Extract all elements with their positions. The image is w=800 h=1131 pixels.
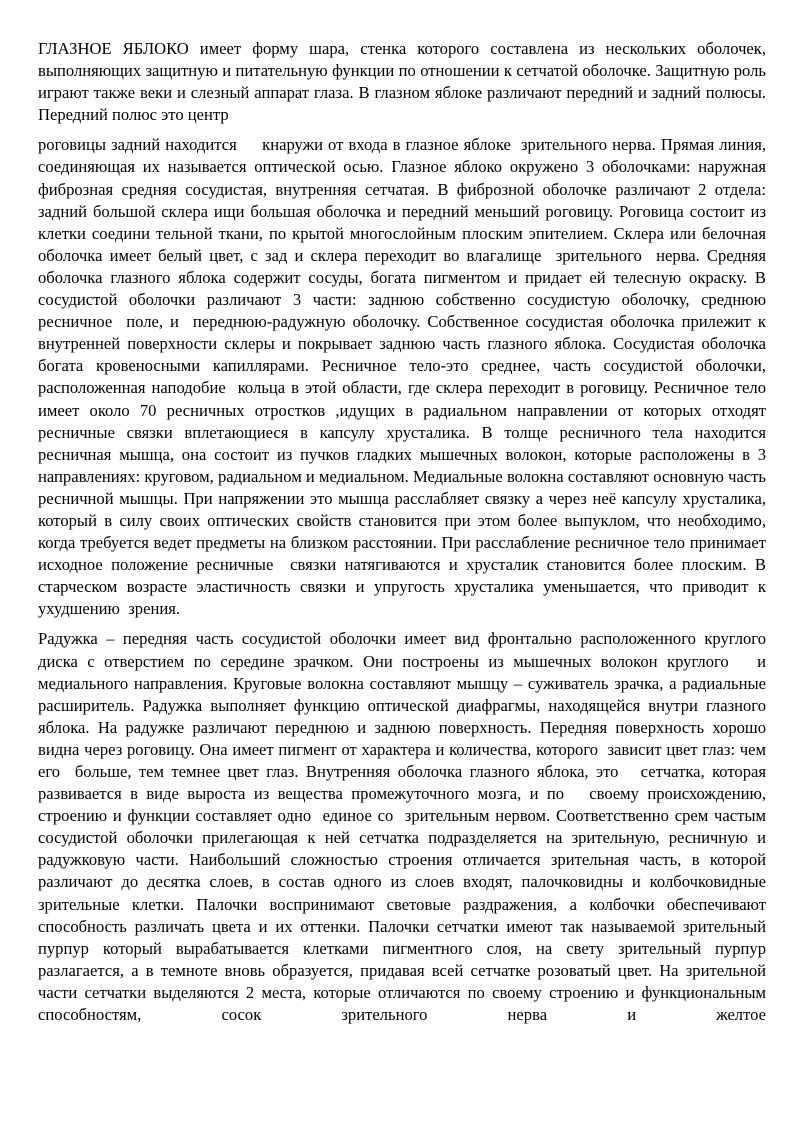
paragraph-eyeball-intro: ГЛАЗНОЕ ЯБЛОКО имеет форму шара, стенка которого составлена из нескольких оболочек, выполняющих защитную и питательную функции по отношении к сетчатой оболочке. Защитную роль играют также веки и слезный аппарат глаза. В глазном яблоке различают передний и задний полюсы. Передний полюс это центр xyxy=(38,39,771,125)
paragraph-eyeball-membranes: роговицы задний находится кнаружи от входа в глазное яблоке зрительного нерва. Прямая линия, соединяющая их называется оптической осью. Глазное яблоко окружено 3 оболочками: наружная фиброзная средняя сосудистая, внутренняя сетчатая. В фиброзной оболочке различают 2 отдела: задний большой склера ищи большая оболочка и передний меньший роговицу. Роговица состоит из клетки соедини тельной ткани, по крытой многослойным плоским эпителием. Склера или белочная оболочка имеет белый цвет, с зад и склера переходит во влагалище зрительного нерва. Средняя оболочка глазного яблока содержит сосуды, богата пигментом и придает ей телесную окраску. В сосудистой оболочки различают 3 части: заднюю собственно сосудистую оболочку, среднюю ресничное поле, и переднюю-радужную оболочку. Собственное сосудистая оболочка прилежит к внутренней поверхности склеры и покрывает заднюю часть глазного яблока. Сосудистая оболочка богата кровеносными капиллярами. Ресничное тело-это среднее, часть сосудистой оболочки, расположенная наподобие кольца в этой области, где склера переходит в роговицу. Ресничное тело имеет около 70 ресничных отростков ,идущих в радиальном направлении от которых отходят ресничные связки вплетающиеся в капсулу хрусталика. В толще ресничного тела находится ресничная мышца, она состоит из пучков гладких мышечных волокон, которые расположены в 3 направлениях: круговом, радиальном и медиальном. Медиальные волокна составляют основную часть ресничной мышцы. При напряжении это мышца расслабляет связку а через неё капсулу хрусталика, который в силу своих оптических свойств становится при этом более выпуклом, что необходимо, когда требуется ведет предметы на близком расстоянии. При расслабление ресничное тело принимает исходное положение ресничные связки натягиваются и хрусталик становится более плоским. В старческом возрасте эластичность связки и упругость хрусталика уменьшается, что приводит к ухудшению зрения. xyxy=(38,135,775,619)
paragraph-iris-retina: Радужка – передняя часть сосудистой оболочки имеет вид фронтально расположенного круглого диска с отверстием по середине зрачком. Они построены из мышечных волокон круглого и медиального направления. Круговые волокна составляют мышцу – суживатель зрачка, а радиальные расширитель. Радужка выполняет функцию оптической диафрагмы, находящейся внутри глазного яблока. На радужке различают переднюю и заднюю поверхность. Передняя поверхность хорошо видна через роговицу. Она имеет пигмент от характера и количества, которого зависит цвет глаз: чем его больше, тем темнее цвет глаз. Внутренняя оболочка глазного яблока, это сетчатка, которая развивается в виде выроста из вещества промежуточного мозга, и по своему происхождению, строению и функции составляет одно единое со зрительным нервом. Соответственно срем частым сосудистой оболочки прилегающая к ней сетчатка подразделяется на зрительную, ресничную и радужковую части. Наибольший сложностью строения отличается зрительная часть, в которой различают до десятка слоев, в состав одного из слоев входят, палочковидны и колбочковидные зрительные клетки. Палочки воспринимают световые раздражения, а колбочки обеспечивают способность различать цвета и их оттенки. Палочки сетчатки имеют так называемой зрительный пурпур который вырабатывается клетками пигментного слоя, на свету зрительный пурпур разлагается, а в темноте вновь образуется, придавая всей сетчатке розоватый цвет. На зрительной части сетчатки выделяются 2 места, которые отличаются по своему строению и функциональным способностям, сосок зрительного нерва и желтое xyxy=(38,629,775,1025)
document-page xyxy=(38,38,775,1034)
